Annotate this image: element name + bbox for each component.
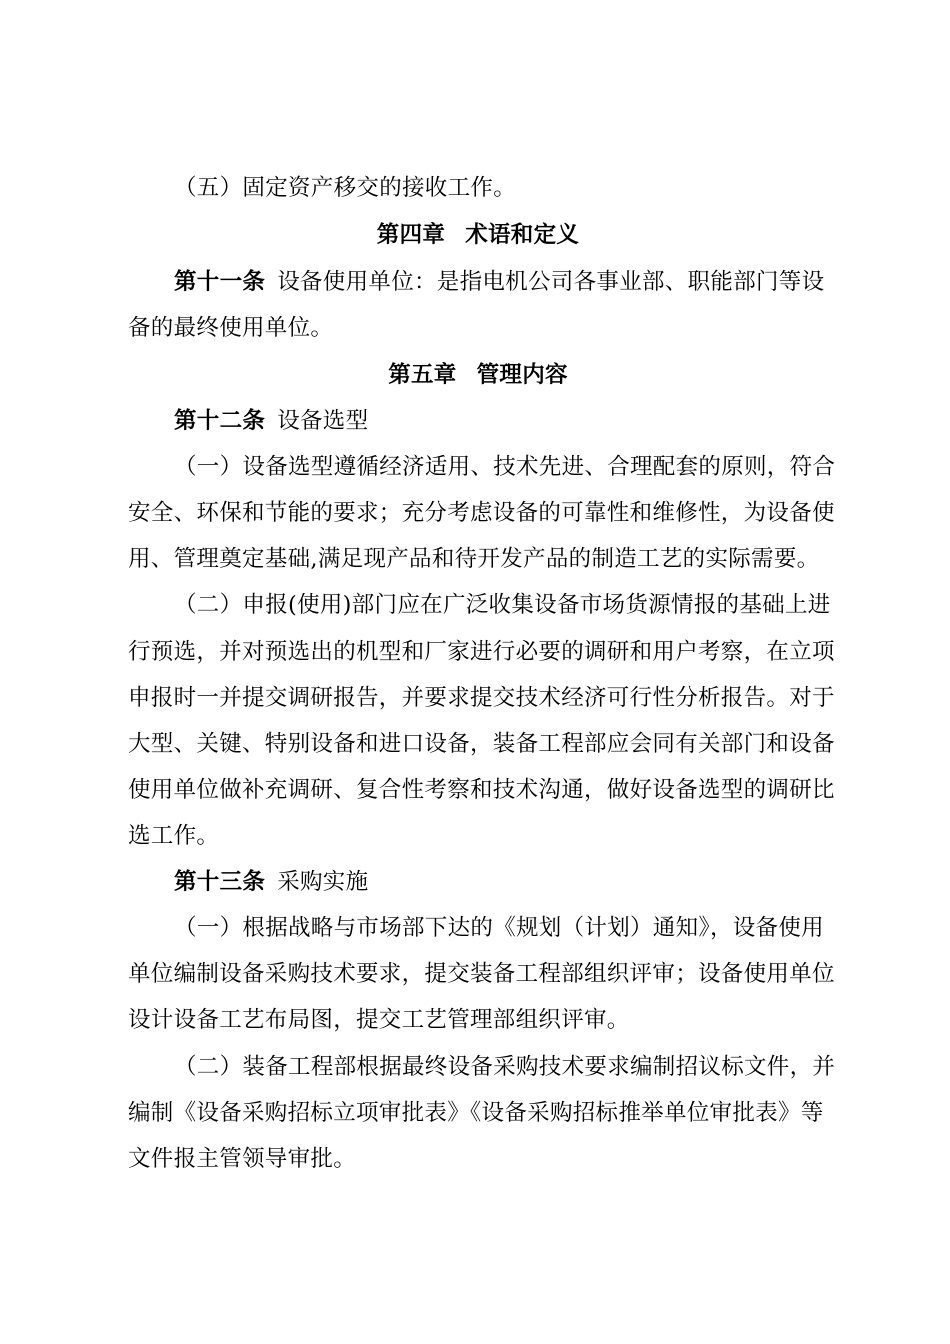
article-line: 第十一条 设备使用单位：是指电机公司各事业部、职能部门等设 bbox=[174, 269, 825, 295]
chapter-number: 第五章 bbox=[388, 362, 457, 388]
article-line: 第十三条 采购实施 bbox=[174, 869, 369, 895]
paragraph-line: 大型、关键、特别设备和进口设备，装备工程部应会同有关部门和设备 bbox=[128, 731, 835, 757]
chapter-title: 管理内容 bbox=[476, 362, 568, 388]
chapter-heading bbox=[128, 352, 828, 398]
chapter-number: 第四章 bbox=[376, 222, 446, 248]
paragraph-line: （一）根据战略与市场部下达的《规划（计划）通知》，设备使用 bbox=[174, 915, 824, 941]
paragraph-line: 备的最终使用单位。 bbox=[128, 315, 334, 341]
chapter-title: 术语和定义 bbox=[465, 222, 580, 248]
chapter-heading bbox=[128, 212, 828, 258]
paragraph-line: 选工作。 bbox=[128, 823, 220, 849]
paragraph-line: 行预选，并对预选出的机型和厂家进行必要的调研和用户考察，在立项 bbox=[128, 639, 835, 665]
paragraph-line: 设计设备工艺布局图，提交工艺管理部组织评审。 bbox=[128, 1007, 630, 1033]
paragraph-line: （一）设备选型遵循经济适用、技术先进、合理配套的原则，符合 bbox=[174, 454, 836, 480]
article-label: 第十一条 bbox=[174, 269, 266, 295]
paragraph-line: 单位编制设备采购技术要求，提交装备工程部组织评审；设备使用单位 bbox=[128, 961, 835, 987]
paragraph-line: （二）装备工程部根据最终设备采购技术要求编制招议标文件，并 bbox=[174, 1054, 836, 1080]
paragraph-line: 使用单位做补充调研、复合性考察和技术沟通，做好设备选型的调研比 bbox=[128, 777, 835, 803]
paragraph-line: 编制《设备采购招标立项审批表》《设备采购招标推举单位审批表》等 bbox=[128, 1100, 824, 1126]
paragraph-line: 安全、环保和节能的要求；充分考虑设备的可靠性和维修性，为设备使 bbox=[128, 500, 835, 526]
paragraph-line: （五）固定资产移交的接收工作。 bbox=[174, 175, 517, 201]
paragraph-line: 申报时一并提交调研报告，并要求提交技术经济可行性分析报告。对于 bbox=[128, 685, 835, 711]
paragraph-line: （二）申报(使用)部门应在广泛收集设备市场货源情报的基础上进 bbox=[174, 592, 831, 618]
paragraph-line: 文件报主管领导审批。 bbox=[128, 1146, 357, 1172]
article-line: 第十二条 设备选型 bbox=[174, 408, 369, 434]
article-label: 第十三条 bbox=[174, 869, 266, 895]
article-label: 第十二条 bbox=[174, 408, 266, 434]
paragraph-line: 用、管理奠定基础,满足现产品和待开发产品的制造工艺的实际需要。 bbox=[128, 546, 820, 572]
